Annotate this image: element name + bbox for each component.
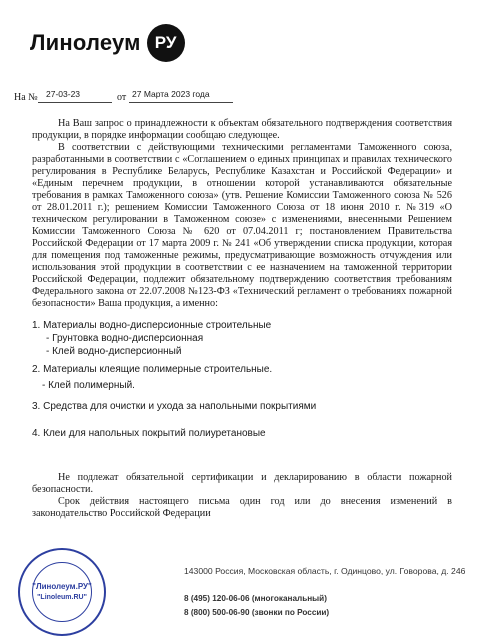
list-item-4: 4. Клеи для напольных покрытий полиуретановые — [32, 428, 266, 439]
letter-closing — [32, 472, 452, 520]
stamp-text-ru: "Линолеум.РУ" — [32, 582, 92, 591]
paragraph-no-certification: Не подлежат обязательной сертификации и декларированию в области пожарной безопасности. — [32, 472, 452, 495]
reference-date-underline — [129, 102, 233, 103]
reference-number: 27-03-23 — [46, 89, 81, 99]
stamp-text-en: "Linoleum.RU" — [37, 594, 87, 601]
logo-badge: РУ — [147, 24, 185, 62]
reference-number-label: На № — [14, 92, 38, 103]
list-item-2-sub-1: - Клей полимерный. — [42, 380, 135, 391]
list-item-1-sub-2: - Клей водно-дисперсионный — [46, 346, 182, 357]
paragraph-validity: Срок действия настоящего письма один год или до внесения изменений в законодательство Российской Федерации — [32, 496, 452, 519]
logo-name: Линолеум — [30, 30, 141, 55]
footer-address: 143000 Россия, Московская область, г. Одинцово, ул. Говорова, д. 246 — [184, 566, 466, 576]
reference-number-underline — [38, 102, 112, 103]
list-item-3: 3. Средства для очистки и ухода за напольными покрытиями — [32, 401, 317, 412]
paragraph-regulations: В соответствии с действующими техническими регламентами Таможенного союза, разработанными в соответствии с «Соглашением о единых принципах и правилах технического регулирования в Республике Беларусь, Республике Казахстан и Российской Федерации» и «Единым перечнем продукции, в отношении которой устанавливаются обязательные требования в рамках Таможенного союза» (утв. Решение Комиссии Таможенного союза № 526 от 28.01.2011 г.); решением Комиссии Таможенного Союза от 18 июня 2010 г. №319 «О техническом регулировании в Таможенном союзе» с изменениями, внесенными Решением Комиссии Таможенного Союза № 620 от 07.04.2011 г; постановлением Правительства Российской Федерации от 17 марта 2009 г. № 241 «Об утверждении списка продукции, которая для помещения под таможенные режимы, предусматривающие возможность отчуждения или использования этой продукции в соответствии с ее назначением на таможенной территории Российской Федерации, подлежит обязательному подтверждению соответствия требованиям Федерального закона от 22.07.2008 №123-ФЗ «Технический регламент о требованиях пожарной безопасности» Ваша продукция, а именно: — [32, 142, 452, 309]
footer-phone-2: 8 (800) 500-06-90 (звонки по России) — [184, 608, 330, 617]
reference-date: 27 Марта 2023 года — [132, 89, 210, 99]
company-stamp — [18, 548, 106, 636]
letter-intro — [32, 118, 452, 310]
paragraph-intro: На Ваш запрос о принадлежности к объектам обязательного подтверждения соответствия продукции, в порядке информации сообщаю следующее. — [32, 118, 452, 141]
list-item-1: 1. Материалы водно-дисперсионные строительные — [32, 320, 272, 331]
list-item-1-sub-1: - Грунтовка водно-дисперсионная — [46, 333, 204, 344]
company-logo — [30, 24, 185, 62]
reference-date-label: от — [117, 92, 127, 103]
footer-phone-1: 8 (495) 120-06-06 (многоканальный) — [184, 594, 327, 603]
list-item-2: 2. Материалы клеящие полимерные строительные. — [32, 364, 273, 375]
stamp-inner-ring — [32, 562, 92, 622]
